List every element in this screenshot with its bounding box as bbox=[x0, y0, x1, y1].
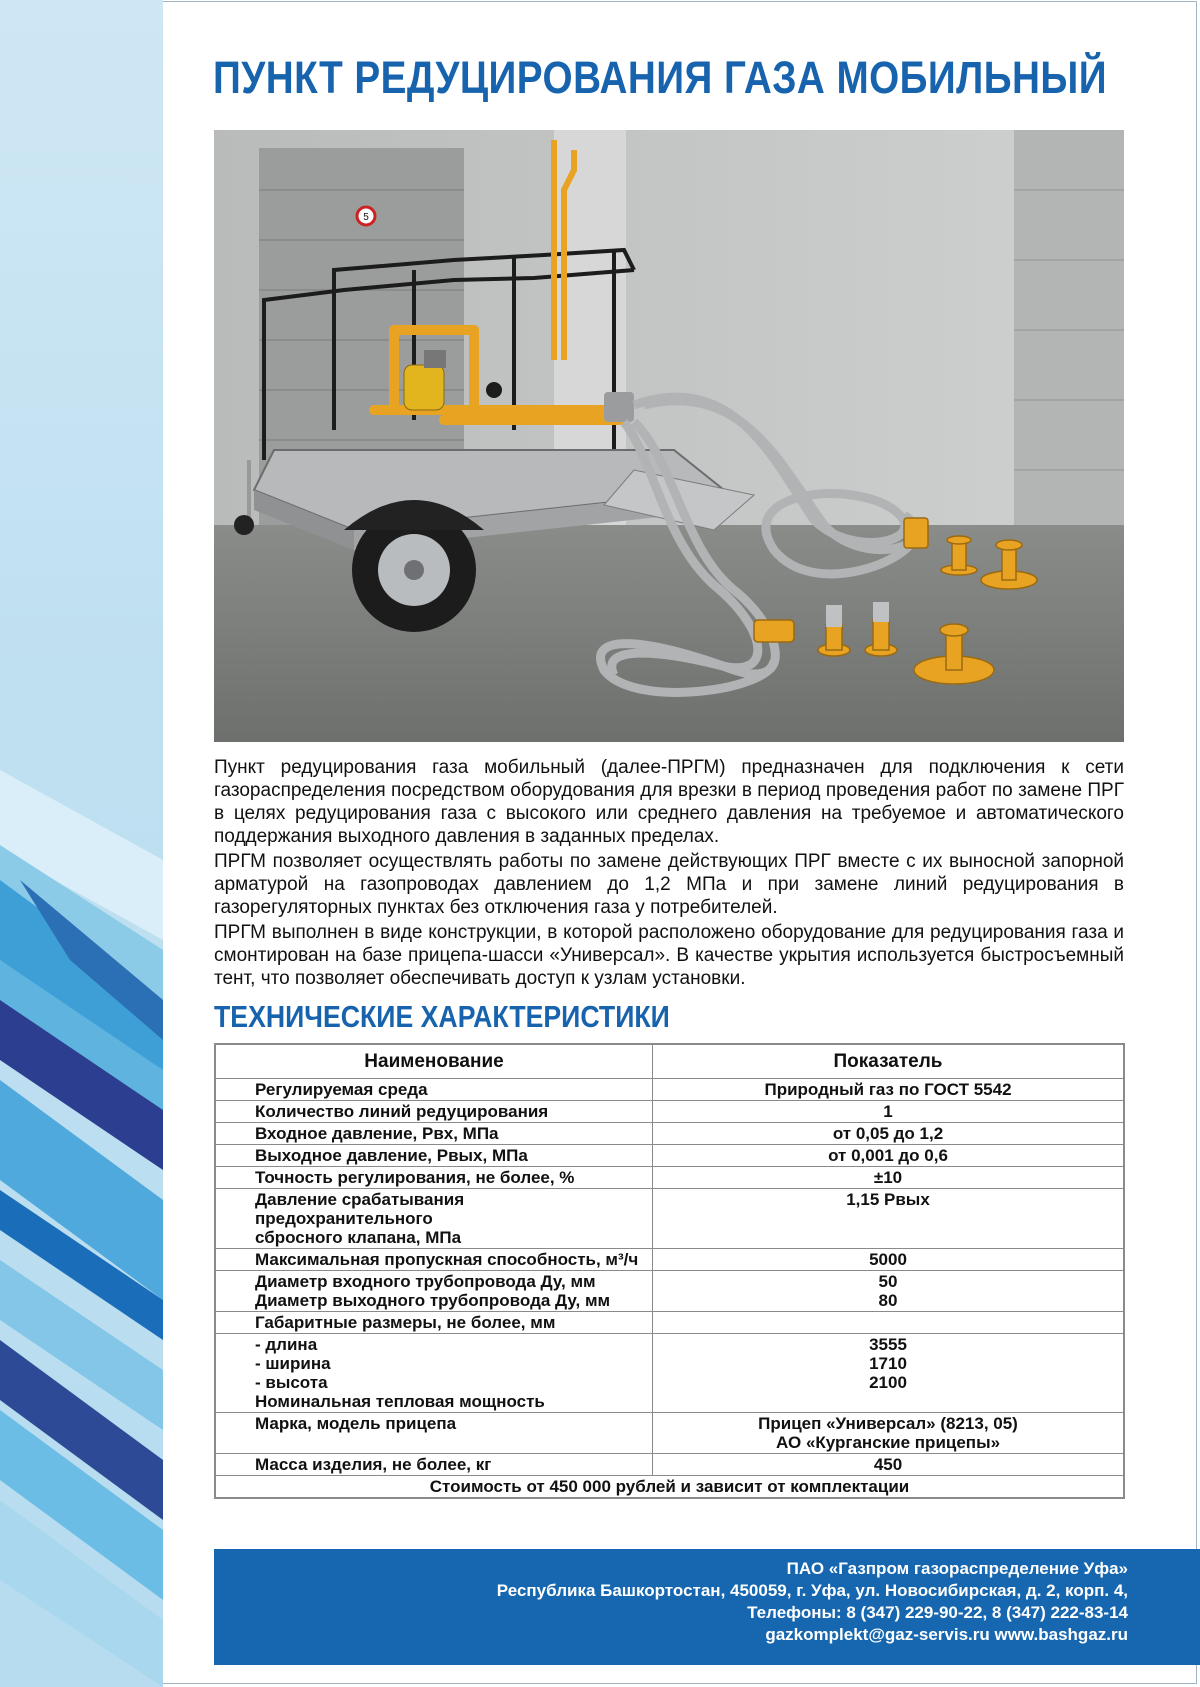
table-row bbox=[215, 1454, 1124, 1476]
specs-table-body bbox=[215, 1079, 1124, 1499]
spec-value: 5000 bbox=[653, 1249, 1125, 1271]
spec-name: Регулируемая среда bbox=[215, 1079, 653, 1101]
description-paragraph: Пункт редуцирования газа мобильный (далее-ПРГМ) предназначен для подключения к сети газораспределения посредством оборудования для врезки в период проведения работ по замене ПРГ в целях редуцирования газа с высокого или среднего давления на требуемое и автоматического поддержания выходного давления в заданных пределах. bbox=[214, 757, 1124, 847]
spec-name: Количество линий редуцирования bbox=[215, 1101, 653, 1123]
page-title: ПУНКТ РЕДУЦИРОВАНИЯ ГАЗА МОБИЛЬНЫЙ bbox=[213, 52, 1107, 103]
footer bbox=[214, 1549, 1200, 1665]
spec-value bbox=[653, 1312, 1125, 1334]
spec-value: Прицеп «Универсал» (8213, 05) АО «Курганские прицепы» bbox=[653, 1413, 1125, 1454]
product-photo bbox=[214, 130, 1124, 742]
spec-name: Максимальная пропускная способность, м³/ч bbox=[215, 1249, 653, 1271]
spec-value: 1,15 Pвых bbox=[653, 1189, 1125, 1249]
column-header-name: Наименование bbox=[215, 1044, 653, 1079]
stripe-graphic bbox=[0, 0, 163, 1687]
spec-value: ±10 bbox=[653, 1167, 1125, 1189]
spec-value: от 0,001 до 0,6 bbox=[653, 1145, 1125, 1167]
spec-value: от 0,05 до 1,2 bbox=[653, 1123, 1125, 1145]
description-paragraph: ПРГМ позволяет осуществлять работы по замене действующих ПРГ вместе с их выносной запорной арматурой на газопроводах давлением до 1,2 МПа и при замене линий редуцирования в газорегуляторных пунктах без отключения газа у потребителей. bbox=[214, 851, 1124, 918]
spec-value: 1 bbox=[653, 1101, 1125, 1123]
spec-name: Масса изделия, не более, кг bbox=[215, 1454, 653, 1476]
table-row bbox=[215, 1079, 1124, 1101]
table-row bbox=[215, 1167, 1124, 1189]
price-row bbox=[215, 1476, 1124, 1499]
table-row bbox=[215, 1334, 1124, 1413]
spec-name: Габаритные размеры, не более, мм bbox=[215, 1312, 653, 1334]
table-header-row bbox=[215, 1044, 1124, 1079]
table-row bbox=[215, 1413, 1124, 1454]
spec-name: Давление срабатывания предохранительного сбросного клапана, МПа bbox=[215, 1189, 653, 1249]
photo-sign: 5 bbox=[363, 212, 369, 223]
spec-name: Входное давление, Pвх, МПа bbox=[215, 1123, 653, 1145]
table-row bbox=[215, 1189, 1124, 1249]
section-title: ТЕХНИЧЕСКИЕ ХАРАКТЕРИСТИКИ bbox=[214, 999, 670, 1034]
description-paragraph: ПРГМ выполнен в виде конструкции, в которой расположено оборудование для редуцирования газа и смонтирован на базе прицепа-шасси «Универсал». В качестве укрытия используется быстросъемный тент, что позволяет обеспечивать доступ к узлам установки. bbox=[214, 922, 1124, 989]
table-row bbox=[215, 1312, 1124, 1334]
table-row bbox=[215, 1145, 1124, 1167]
spec-value: 50 80 bbox=[653, 1271, 1125, 1312]
table-row bbox=[215, 1101, 1124, 1123]
table-row bbox=[215, 1249, 1124, 1271]
spec-name: - длина - ширина - высота Номинальная тепловая мощность bbox=[215, 1334, 653, 1413]
spec-name: Точность регулирования, не более, % bbox=[215, 1167, 653, 1189]
spec-name: Выходное давление, Pвых, МПа bbox=[215, 1145, 653, 1167]
footer-company: ПАО «Газпром газораспределение Уфа» bbox=[786, 1559, 1128, 1578]
table-row bbox=[215, 1123, 1124, 1145]
footer-web: gazkomplekt@gaz-servis.ru www.bashgaz.ru bbox=[765, 1625, 1128, 1644]
spec-name: Марка, модель прицепа bbox=[215, 1413, 653, 1454]
footer-phones: Телефоны: 8 (347) 229-90-22, 8 (347) 222-83-14 bbox=[747, 1603, 1128, 1622]
footer-address: Республика Башкортостан, 450059, г. Уфа, ул. Новосибирская, д. 2, корп. 4, bbox=[496, 1581, 1128, 1600]
spec-value: Природный газ по ГОСТ 5542 bbox=[653, 1079, 1125, 1101]
decorative-strip bbox=[0, 0, 163, 1687]
price-note: Стоимость от 450 000 рублей и зависит от комплектации bbox=[215, 1476, 1124, 1499]
table-row bbox=[215, 1271, 1124, 1312]
description bbox=[214, 756, 1124, 992]
spec-value: 450 bbox=[653, 1454, 1125, 1476]
spec-name: Диаметр входного трубопровода Ду, мм Диаметр выходного трубопровода Ду, мм bbox=[215, 1271, 653, 1312]
specs-table bbox=[214, 1043, 1125, 1499]
column-header-value: Показатель bbox=[653, 1044, 1125, 1079]
spec-value: 3555 1710 2100 bbox=[653, 1334, 1125, 1413]
